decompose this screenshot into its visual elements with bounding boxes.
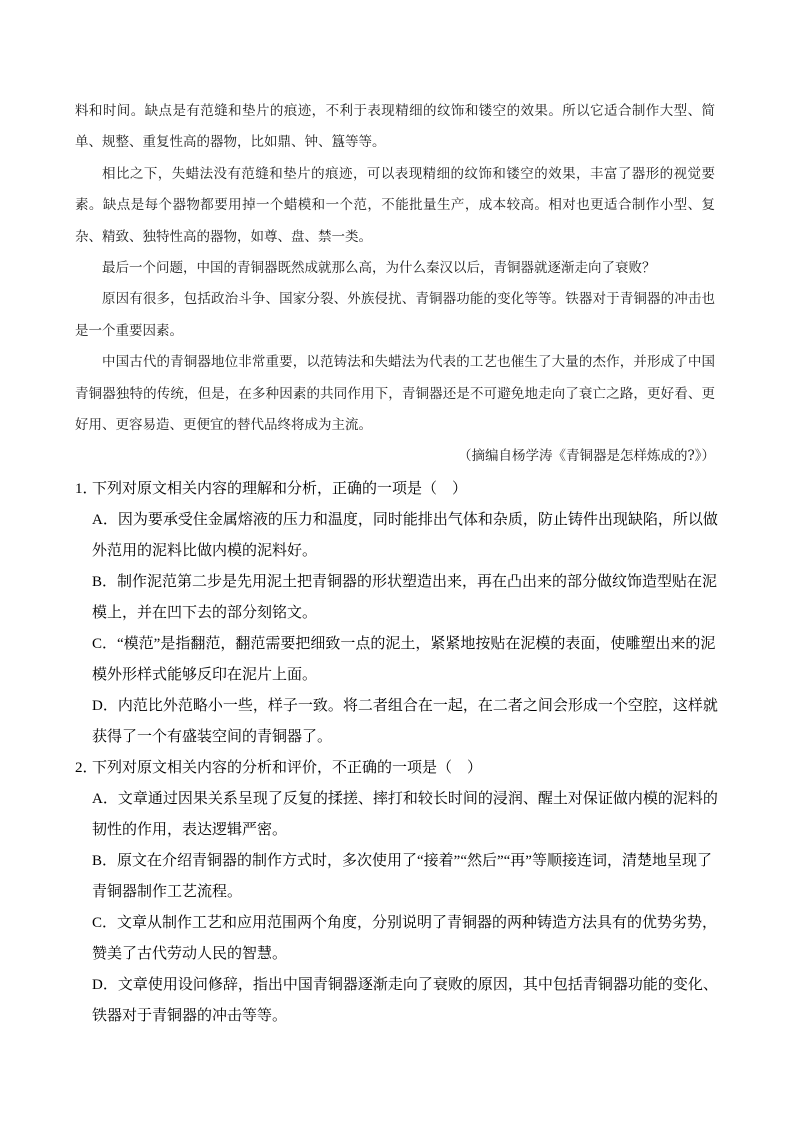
question-stem: [75, 474, 725, 505]
option-c: C．文章从制作工艺和应用范围两个角度，分别说明了青铜器的两种铸造方法具有的优势劣势，赞美了古代劳动人民的智慧。: [92, 915, 718, 962]
option-b: B．原文在介绍青铜器的制作方式时，多次使用了“接着”“然后”“再”等顺接连词，清楚地呈现了青铜器制作工艺流程。: [92, 853, 712, 900]
option-a: A．文章通过因果关系呈现了反复的揉搓、摔打和较长时间的浸润、醒土对保证做内模的泥料的韧性的作用，表达逻辑严密。: [92, 791, 718, 838]
question-stem: [75, 753, 725, 784]
question-2: [75, 753, 725, 1032]
passage-source: （摘编自杨学涛《青铜器是怎样炼成的?》）: [458, 448, 715, 465]
question-list: [75, 474, 725, 1032]
option-a: A．因为要承受住金属熔液的压力和温度，同时能排出气体和杂质，防止铸件出现缺陷，所以做外范用的泥料比做内模的泥料好。: [92, 512, 718, 559]
question-1: [75, 474, 725, 753]
question-text: 下列对原文相关内容的分析和评价，不正确的一项是（ ）: [92, 760, 483, 776]
question-number: 2．: [75, 760, 98, 776]
passage-paragraph: 原因有很多，包括政治斗争、国家分裂、外族侵扰、青铜器功能的变化等等。铁器对于青铜器的冲击也是一个重要因素。: [75, 291, 715, 339]
question-number: 1．: [75, 481, 98, 497]
passage-paragraph: 中国古代的青铜器地位非常重要，以范铸法和失蜡法为代表的工艺也催生了大量的杰作，并形成了中国青铜器独特的传统，但是，在多种因素的共同作用下，青铜器还是不可避免地走向了衰亡之路，更好看、更好用、更容易造、更便宜的替代品终将成为主流。: [75, 354, 715, 434]
passage-paragraph: 相比之下，失蜡法没有范缝和垫片的痕迹，可以表现精细的纹饰和镂空的效果，丰富了器形的视觉要素。缺点是每个器物都要用掉一个蜡模和一个范，不能批量生产，成本较高。相对也更适合制作小型、复杂、精致、独特性高的器物，如尊、盘、禁一类。: [75, 165, 715, 245]
passage-paragraph: 料和时间。缺点是有范缝和垫片的痕迹，不利于表现精细的纹饰和镂空的效果。所以它适合制作大型、简单、规整、重复性高的器物，比如鼎、钟、簋等等。: [75, 103, 715, 151]
option-c: C．“模范”是指翻范，翻范需要把细致一点的泥土，紧紧地按贴在泥模的表面，使雕塑出来的泥模外形样式能够反印在泥片上面。: [92, 636, 716, 683]
question-text: 下列对原文相关内容的理解和分析，正确的一项是（ ）: [92, 481, 468, 497]
reading-passage: [75, 96, 715, 473]
option-d: D．文章使用设问修辞，指出中国青铜器逐渐走向了衰败的原因，其中包括青铜器功能的变化、铁器对于青铜器的冲击等等。: [92, 977, 718, 1024]
option-d: D．内范比外范略小一些，样子一致。将二者组合在一起，在二者之间会形成一个空腔，这样就获得了一个有盛装空间的青铜器了。: [92, 698, 718, 745]
option-b: B．制作泥范第二步是先用泥土把青铜器的形状塑造出来，再在凸出来的部分做纹饰造型贴在泥模上，并在凹下去的部分刻铭文。: [92, 574, 718, 621]
passage-paragraph: 最后一个问题，中国的青铜器既然成就那么高，为什么秦汉以后，青铜器就逐渐走向了衰败？: [102, 260, 656, 277]
